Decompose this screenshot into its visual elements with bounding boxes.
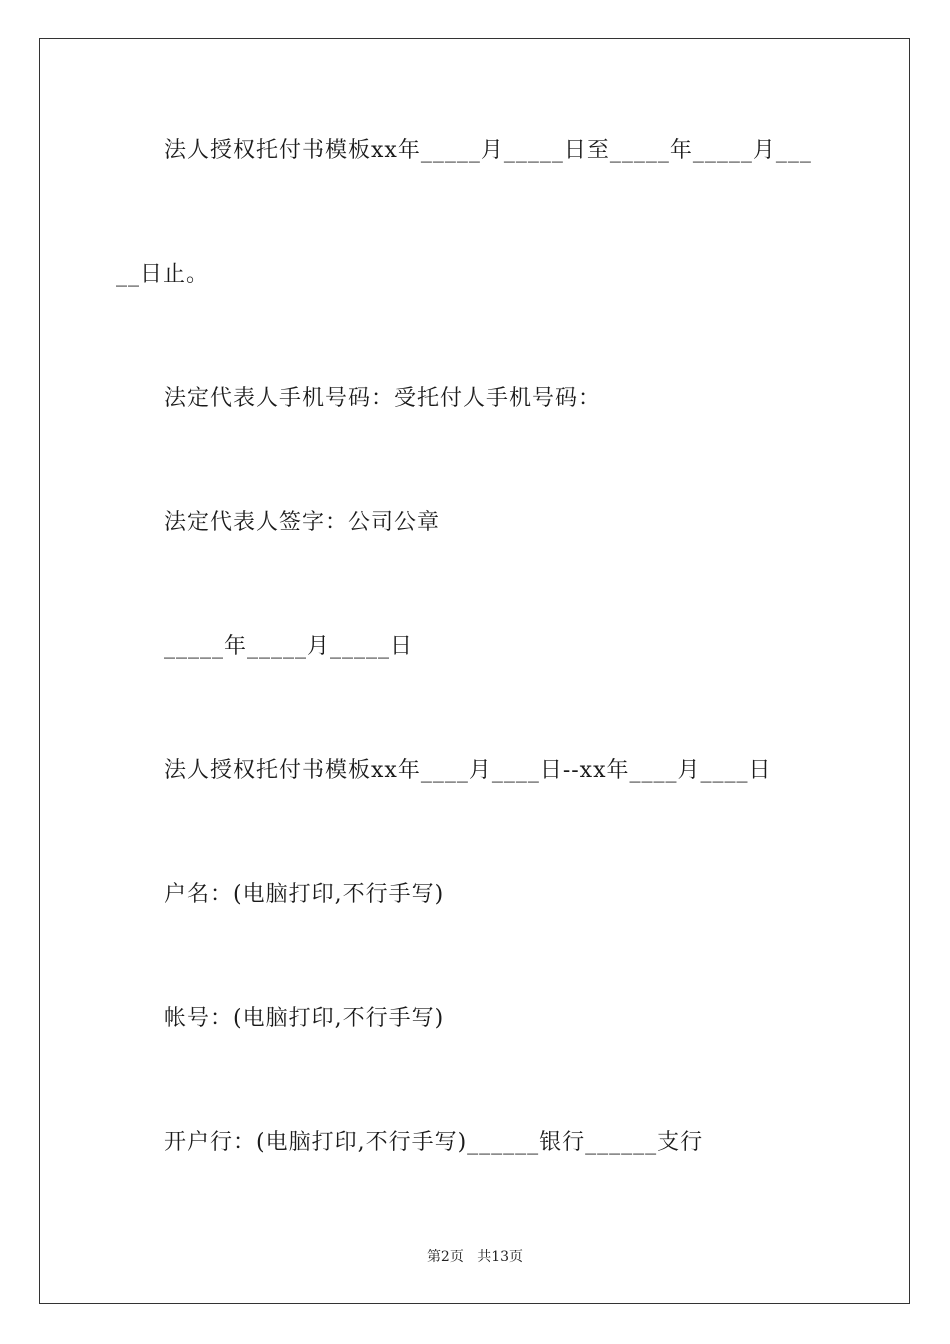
text-line-3: 法定代表人手机号码：受托付人手机号码： (164, 386, 602, 411)
footer-spacer (464, 1249, 477, 1265)
text-line-8: 帐号：(电脑打印,不行手写) (164, 1006, 445, 1031)
page-footer (0, 1247, 950, 1267)
text-line-9: 开户行：(电脑打印,不行手写)______银行______支行 (164, 1130, 704, 1155)
text-line-5: _____年_____月_____日 (164, 634, 414, 659)
text-line-6: 法人授权托付书模板xx年____月____日--xx年____月____日 (164, 758, 772, 783)
text-line-4: 法定代表人签字：公司公章 (164, 510, 441, 535)
page-frame (39, 38, 910, 1304)
text-line-7: 户名：(电脑打印,不行手写) (164, 882, 445, 907)
text-line-2: __日止。 (116, 262, 210, 287)
text-line-1: 法人授权托付书模板xx年_____月_____日至_____年_____月___ (164, 138, 812, 163)
total-pages: 共13页 (477, 1249, 524, 1265)
page-number: 第2页 (426, 1249, 464, 1265)
